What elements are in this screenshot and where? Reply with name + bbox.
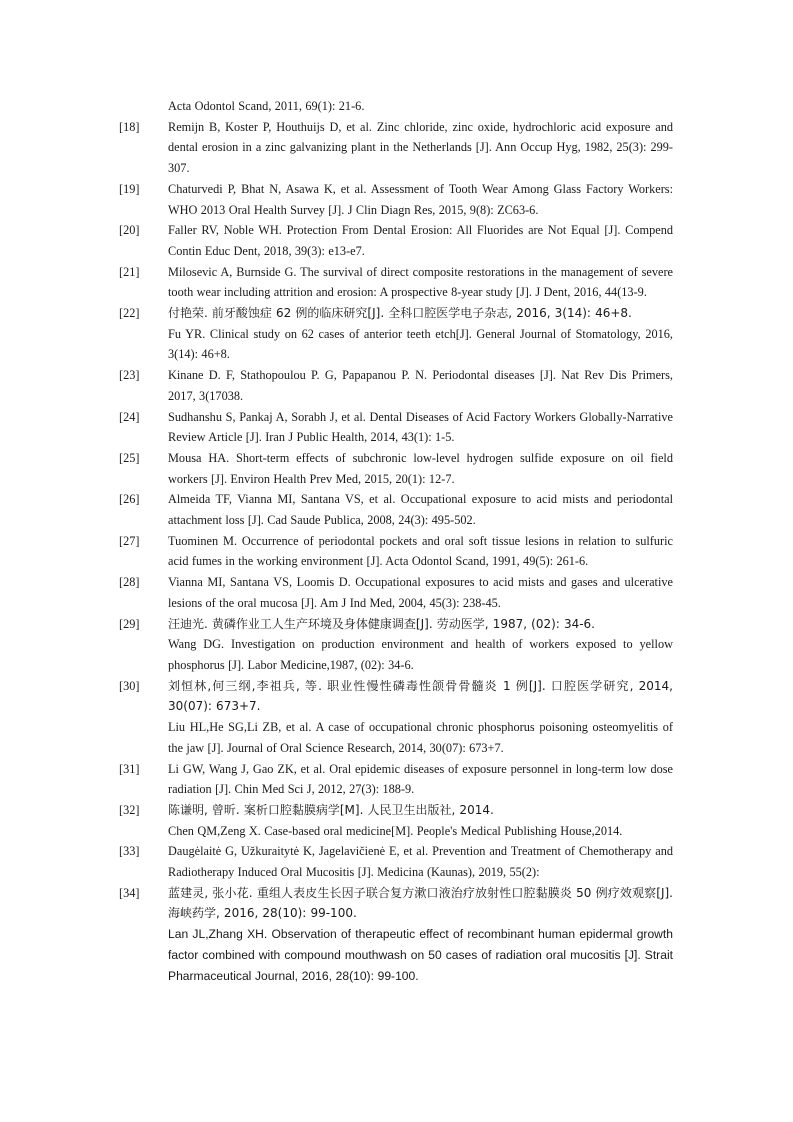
reference-number: [18] (119, 119, 140, 134)
reference-number: [26] (119, 492, 140, 507)
reference-number: [33] (119, 844, 140, 859)
reference-number: [30] (119, 678, 140, 693)
reference-item-23 (119, 365, 675, 406)
reference-text: Remijn B, Koster P, Houthuijs D, et al. Zinc chloride, zinc oxide, hydrochloric acid exposure and dental erosion in a zinc galvanizing plant in the Netherlands [J]. Ann Occup Hyg, 1982, 25(3): 299-307. (168, 119, 673, 176)
reference-item-31 (119, 759, 675, 800)
reference-item-29 (119, 614, 675, 676)
reference-text: Chaturvedi P, Bhat N, Asawa K, et al. Assessment of Tooth Wear Among Glass Factory Workers: WHO 2013 Oral Health Survey [J]. J Clin Diagn Res, 2015, 9(8): ZC63-6. (168, 181, 673, 217)
reference-item-34 (119, 883, 675, 987)
reference-text: Mousa HA. Short-term effects of subchronic low-level hydrogen sulfide exposure on oil field workers [J]. Environ Health Prev Med, 2015, 20(1): 12-7. (168, 450, 673, 486)
reference-text: Tuominen M. Occurrence of periodontal pockets and oral soft tissue lesions in relation to sulfuric acid fumes in the working environment [J]. Acta Odontol Scand, 1991, 49(5): 261-6. (168, 533, 673, 569)
reference-text-chinese: 刘恒林,何三纲,李祖兵, 等. 职业性慢性磷毒性颌骨骨髓炎 1 例[J]. 口腔医学研究, 2014, 30(07): 673+7. (168, 678, 673, 714)
reference-number: [21] (119, 264, 140, 279)
reference-text: Acta Odontol Scand, 2011, 69(1): 21-6. (168, 99, 365, 113)
reference-number: [22] (119, 306, 140, 321)
reference-text: Daugėlaitė G, Užkuraitytė K, Jagelavičienė E, et al. Prevention and Treatment of Chemotherapy and Radiotherapy Induced Oral Mucositis [J]. Medicina (Kaunas), 2019, 55(2): (168, 844, 673, 880)
reference-item-33 (119, 841, 675, 882)
reference-text-chinese: 陈谦明, 曾昕. 案析口腔黏膜病学[M]. 人民卫生出版社, 2014. (168, 802, 494, 817)
reference-item-25 (119, 448, 675, 489)
reference-text: Sudhanshu S, Pankaj A, Sorabh J, et al. Dental Diseases of Acid Factory Workers Globally-Narrative Review Article [J]. Iran J Public Health, 2014, 43(1): 1-5. (168, 409, 673, 445)
reference-number: [23] (119, 368, 140, 383)
reference-text: Li GW, Wang J, Gao ZK, et al. Oral epidemic diseases of exposure personnel in long-term low dose radiation [J]. Chin Med Sci J, 2012, 27(3): 188-9. (168, 761, 673, 797)
reference-number: [31] (119, 761, 140, 776)
reference-item-21 (119, 262, 675, 303)
reference-number: [32] (119, 802, 140, 817)
reference-text-english: Liu HL,He SG,Li ZB, et al. A case of occupational chronic phosphorus poisoning osteomyelitis of the jaw [J]. Journal of Oral Science Research, 2014, 30(07): 673+7. (168, 720, 673, 755)
reference-text-chinese: 蓝建灵, 张小花. 重组人表皮生长因子联合复方漱口液治疗放射性口腔黏膜炎 50 例疗效观察[J]. 海峡药学, 2016, 28(10): 99-100. (168, 885, 673, 921)
reference-number: [29] (119, 616, 140, 631)
reference-list (119, 96, 675, 986)
reference-text: Faller RV, Noble WH. Protection From Dental Erosion: All Fluorides are Not Equal [J]. Compend Contin Educ Dent, 2018, 39(3): e13-e7. (168, 223, 673, 258)
reference-number: [20] (119, 223, 140, 238)
reference-item-19 (119, 179, 675, 220)
reference-item-17-continued (119, 96, 675, 117)
reference-text: Almeida TF, Vianna MI, Santana VS, et al. Occupational exposure to acid mists and periodontal attachment loss [J]. Cad Saude Publica, 2008, 24(3): 495-502. (168, 492, 673, 528)
reference-item-27 (119, 531, 675, 572)
reference-item-18 (119, 117, 675, 179)
reference-number: [24] (119, 409, 140, 424)
reference-text: Vianna MI, Santana VS, Loomis D. Occupational exposures to acid mists and gases and ulcerative lesions of the oral mucosa [J]. Am J Ind Med, 2004, 45(3): 238-45. (168, 575, 673, 610)
reference-number: [28] (119, 575, 140, 590)
reference-text: Milosevic A, Burnside G. The survival of direct composite restorations in the management of severe tooth wear including attrition and erosion: A prospective 8-year study [J]. J Dent, 2016, 44(13-9. (168, 264, 673, 300)
reference-number: [34] (119, 885, 140, 900)
reference-text-chinese: 汪迪光. 黄磷作业工人生产环境及身体健康调查[J]. 劳动医学, 1987, (02): 34-6. (168, 616, 595, 631)
reference-item-28 (119, 572, 675, 613)
reference-item-20 (119, 220, 675, 261)
reference-item-30 (119, 676, 675, 759)
reference-text-english: Chen QM,Zeng X. Case-based oral medicine[M]. People's Medical Publishing House,2014. (168, 823, 623, 838)
reference-text-chinese: 付艳荣. 前牙酸蚀症 62 例的临床研究[J]. 全科口腔医学电子杂志, 2016, 3(14): 46+8. (168, 306, 632, 321)
reference-item-26 (119, 489, 675, 530)
reference-item-22 (119, 303, 675, 365)
reference-text-english: Fu YR. Clinical study on 62 cases of anterior teeth etch[J]. General Journal of Stomatology, 2016, 3(14): 46+8. (168, 326, 673, 362)
reference-text-english: Wang DG. Investigation on production environment and health of workers exposed to yellow phosphorus [J]. Labor Medicine,1987, (02): 34-6. (168, 637, 673, 672)
reference-text-english: Lan JL,Zhang XH. Observation of therapeutic effect of recombinant human epidermal growth factor combined with compound mouthwash on 50 cases of radiation oral mucositis [J]. Strait Pharmaceutical Journal, 2016, 28(10): 99-100. (168, 927, 673, 983)
reference-item-32 (119, 800, 675, 841)
reference-number: [27] (119, 533, 140, 548)
reference-number: [25] (119, 450, 140, 465)
reference-text: Kinane D. F, Stathopoulou P. G, Papapanou P. N. Periodontal diseases [J]. Nat Rev Dis Primers, 2017, 3(17038. (168, 368, 673, 403)
reference-number: [19] (119, 181, 140, 196)
reference-item-24 (119, 407, 675, 448)
